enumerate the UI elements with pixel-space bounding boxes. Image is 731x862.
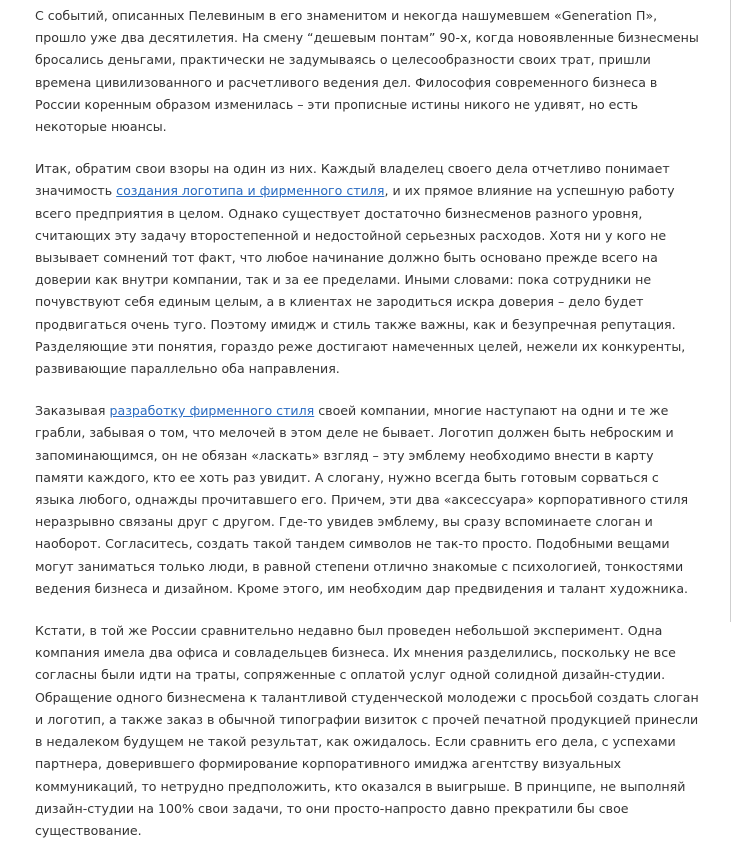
paragraph-4 [35,620,700,842]
paragraph-1-text: С событий, описанных Пелевиным в его знаменитом и некогда нашумевшем «Generation П», прошло уже два десятилетия. На смену “дешевым понтам” 90-х, когда новоявленные бизнесмены бросались деньгами, практически не задумываясь о целесообразности своих трат, пришли времена цивилизованного и расчетливого ведения дел. Философия современного бизнеса в России коренным образом изменилась – эти прописные истины никого не удивят, но есть некоторые нюансы. [35,8,699,135]
paragraph-4-text: Кстати, в той же России сравнительно недавно был проведен небольшой эксперимент. Одна компания имела два офиса и совладельцев бизнеса. Их мнения разделились, поскольку не все согласны были идти на траты, сопряженные с оплатой услуг одной солидной дизайн-студии. Обращение одного бизнесмена к талантливой студенческой молодежи с просьбой создать слоган и логотип, а также заказ в обычной типографии визиток с прочей печатной продукцией принесли в недалеком будущем не такой результат, как ожидалось. Если сравнить его дела, с успехами партнера, доверившего формирование корпоративного имиджа агентству визуальных коммуникаций, то нетрудно предположить, кто оказался в выигрыше. В принципе, не выполняй дизайн-студии на 100% свои задачи, то они просто-напросто давно прекратили бы свое существование. [35,623,699,838]
paragraph-2 [35,158,700,380]
paragraph-3-text-after: своей компании, многие наступают на одни и те же грабли, забывая о том, что мелочей в этом деле не бывает. Логотип должен быть неброским и запоминающимся, он не обязан «ласкать» взгляд – эту эмблему необходимо внести в карту памяти каждого, кто ее хоть раз увидит. А слогану, нужно всегда быть готовым сорваться с языка любого, однажды прочитавшего его. Причем, эти два «аксессуара» корпоративного стиля неразрывно связаны друг с другом. Где-то увидев эмблему, вы сразу вспоминаете слоган и наоборот. Согласитесь, создать такой тандем символов не так-то просто. Подобными вещами могут заниматься только люди, в равной степени отлично знакомые с психологией, тонкостями ведения бизнеса и дизайном. Кроме этого, им необходим дар предвидения и талант художника. [35,403,689,596]
paragraph-3-text-before: Заказывая [35,403,110,419]
article-body [35,5,700,862]
paragraph-3 [35,400,700,600]
paragraph-1 [35,5,700,138]
paragraph-2-text-after: , и их прямое влияние на успешную работу всего предприятия в целом. Однако существует достаточно бизнесменов разного уровня, считающих эту задачу второстепенной и недостойной серьезных расходов. Хотя ни у кого не вызывает сомнений тот факт, что любое начинание должно быть основано прежде всего на доверии как внутри компании, так и за ее пределами. Иными словами: пока сотрудники не почувствуют себя единым целым, а в клиентах не зародиться искра доверия – дело будет продвигаться очень туго. Поэтому имидж и стиль также важны, как и безупречная репутация. Разделяющие эти понятия, гораздо реже достигают намеченных целей, нежели их конкуренты, развивающие параллельно оба направления. [35,183,686,377]
corporate-style-development-link[interactable]: разработку фирменного стиля [109,403,315,419]
logo-and-corporate-style-link[interactable]: создания логотипа и фирменного стиля [116,183,385,199]
paragraph-2-text-before: Итак, обратим свои взоры на один из них. Каждый владелец своего дела отчетливо понимает значимость [35,161,670,199]
